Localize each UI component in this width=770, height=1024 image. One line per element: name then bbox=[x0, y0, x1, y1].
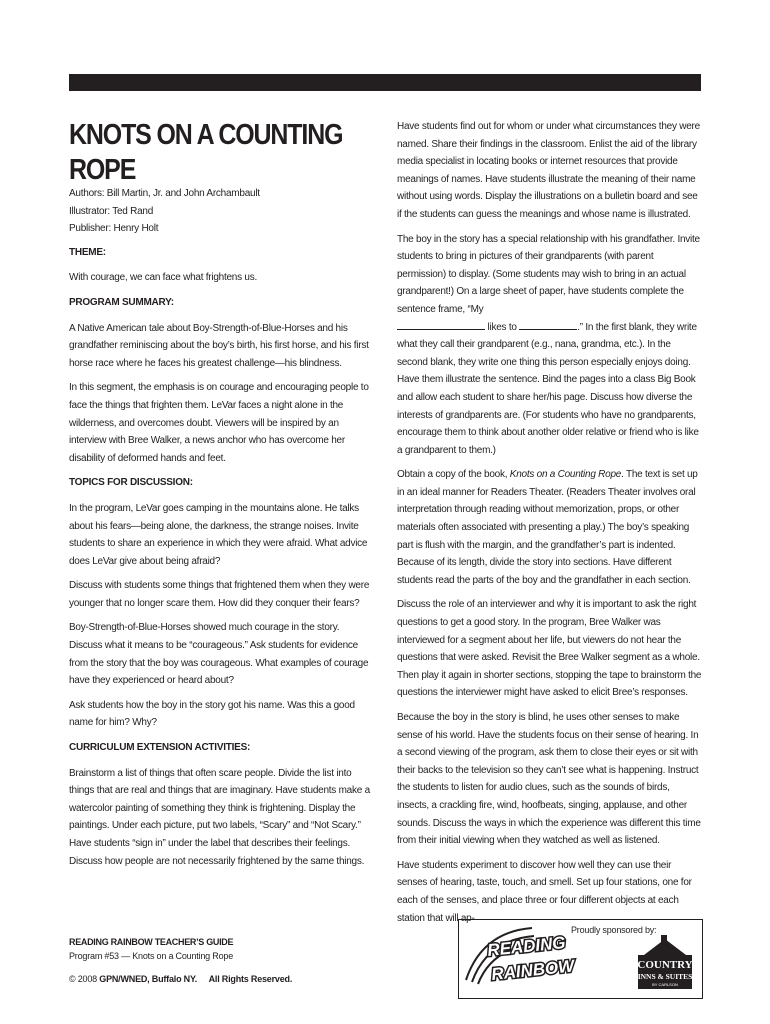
text-span: .” In the first blank, they write what they call their grandparent (e.g., nana, grandma, etc.). In the second blank, they write one thing this person especially enjoys doing. Have them illustrate the sentence. Bind the pages into a class Big Book and allow each student to share her/his page. Discuss how diverse the interests of grandparents are. (For students who have no grandparents, encourage them to think about another older relative or friend who is like a grandparent to them.) bbox=[397, 321, 699, 456]
activity-paragraph: Have students find out for whom or under what circumstances they were named. Share their findings in the classroom. Enlist the aid of the library media specialist in locating books or internet resources that provide meanings of names. Have students illustrate the meaning of their name without using words. Display the illustrations on a bulletin board and see if the students can guess the meanings and whose name is illustrated. bbox=[397, 121, 700, 220]
text-span: Obtain a copy of the book, bbox=[397, 469, 510, 481]
chimney-icon bbox=[661, 935, 667, 945]
copyright-symbol: © bbox=[69, 974, 76, 984]
summary-paragraph: A Native American tale about Boy-Strength-of-Blue-Horses and his grandfather reminiscing about the boy’s birth, his first horse, and his first horse race where he faces his greatest challenge—his blindness. bbox=[69, 322, 369, 369]
page-title: KNOTS ON A COUNTING ROPE bbox=[69, 119, 343, 186]
topics-paragraph: In the program, LeVar goes camping in the mountains alone. He talks about his fears—being alone, the darkness, the strange noises. Invite students to share an experience in which they were afraid. What advice does LeVar give about being afraid? bbox=[69, 502, 368, 567]
fill-in-blank bbox=[519, 320, 577, 330]
curriculum-heading: CURRICULUM EXTENSION ACTIVITIES: bbox=[69, 742, 251, 754]
book-meta bbox=[69, 185, 375, 238]
copyright-org: GPN/WNED, Buffalo NY. bbox=[99, 974, 198, 984]
copyright-line bbox=[69, 973, 329, 987]
theme-heading: THEME: bbox=[69, 246, 106, 258]
authors-line: Authors: Bill Martin, Jr. and John Archambault bbox=[69, 188, 260, 199]
topics-paragraph: Boy-Strength-of-Blue-Horses showed much courage in the story. Discuss what it means to be “courageous.” Ask students for evidence from the story that the boy was courageous. What examples of courage have they experienced or heard about? bbox=[69, 622, 369, 687]
right-column bbox=[397, 118, 703, 934]
activity-paragraph bbox=[397, 466, 703, 589]
book-title-italic: Knots on a Counting Rope bbox=[509, 469, 622, 481]
text-span: The boy in the story has a special relationship with his grandfather. Invite students to bring in pictures of their grandparents (with parent permission) to display. (Some students may wish to bring in an actual grandparent!) On a large sheet of paper, have students complete the sentence frame, “My bbox=[397, 233, 700, 315]
topics-paragraph: Discuss with students some things that frightened them when they were younger that no longer scare them. How did they conquer their fears? bbox=[69, 580, 370, 609]
fill-in-blank bbox=[397, 320, 485, 330]
program-line: Program #53 — Knots on a Counting Rope bbox=[69, 950, 234, 961]
logo-word-inns: INNS & SUITES bbox=[637, 972, 693, 981]
left-column bbox=[69, 118, 375, 877]
country-inns-logo bbox=[634, 935, 696, 991]
summary-heading: PROGRAM SUMMARY: bbox=[69, 296, 174, 308]
logo-word-rainbow: RAINBOW bbox=[490, 956, 576, 984]
copyright-rights: All Rights Reserved. bbox=[208, 974, 293, 984]
activity-paragraph: Have students experiment to discover how well they can use their senses of hearing, taste, touch, and smell. Set up four stations, one for each of the senses, and place three or four different objects at each station that will ap- bbox=[397, 859, 692, 924]
logo-word-reading: READING bbox=[486, 932, 567, 960]
text-span: . The text is set up in an ideal manner for Readers Theater. (Readers Theater involves oral interpretation through reading without memorization, props, or other materials often associated with presenting a play.) The boy’s speaking part is flush with the margin, and the grandfather’s part is indented. Because of its length, divide the story into sections. Have different students read the parts of the boy and the grandfather in each section. bbox=[397, 469, 698, 586]
summary-paragraph: In this segment, the emphasis is on courage and encouraging people to face the things that frighten them. LeVar faces a night alone in the wilderness, and overcomes doubt. Viewers will be inspired by an interview with Bree Walker, a news anchor who has overcome her disability of deformed hands and feet. bbox=[69, 382, 369, 464]
curriculum-paragraph: Brainstorm a list of things that often scare people. Divide the list into things that are real and things that are imaginary. Have students make a watercolor painting of something they think is frightening. Display the paintings. Under each picture, put two labels, “Scary” and “Not Scary.” Have students “sign in” under the label that describes their feelings. Discuss how people are not necessarily frightened by the same things. bbox=[69, 767, 370, 867]
publisher-line: Publisher: Henry Holt bbox=[69, 223, 159, 235]
illustrator-line: Illustrator: Ted Rand bbox=[69, 205, 154, 217]
header-rule bbox=[69, 74, 701, 91]
theme-text: With courage, we can face what frightens us. bbox=[69, 272, 257, 284]
activity-paragraph: Discuss the role of an interviewer and why it is important to ask the right questions to get a good story. In the program, Bree Walker was interviewed for a segment about her life, but viewers do not hear the questions that were asked. Revisit the Bree Walker segment as a whole. Then play it again in shorter sections, stopping the tape to brainstorm the questions the interviewer might have asked to elicit Bree’s responses. bbox=[397, 599, 702, 699]
topics-heading: TOPICS FOR DISCUSSION: bbox=[69, 477, 193, 489]
copyright-year: 2008 bbox=[75, 974, 100, 984]
activity-paragraph bbox=[397, 231, 703, 460]
text-span: likes to bbox=[487, 321, 517, 333]
guide-title: READING RAINBOW TEACHER’S GUIDE bbox=[69, 937, 234, 947]
activity-paragraph: Because the boy in the story is blind, he uses other senses to make sense of his world. Have the students focus on their sense of hearing. In a second viewing of the program, ask them to close their eyes or sit with their backs to the television so they can’t see what is happening. Instruct the students to listen for audio clues, such as the sounds of birds, insects, a crackling fire, wind, hoofbeats, singing, applause, and other sounds. Discuss the ways in which the experience was different this time from their initial viewing when they watched as well as listened. bbox=[397, 712, 701, 847]
sponsor-label: Proudly sponsored by: bbox=[571, 925, 657, 935]
topics-paragraph: Ask students how the boy in the story got his name. Was this a good name for him? Why? bbox=[69, 699, 355, 729]
page-footer bbox=[69, 936, 329, 987]
reading-rainbow-logo bbox=[462, 922, 580, 994]
logo-word-carlson: BY CARLSON bbox=[652, 982, 678, 987]
logo-word-country: COUNTRY bbox=[637, 959, 693, 971]
